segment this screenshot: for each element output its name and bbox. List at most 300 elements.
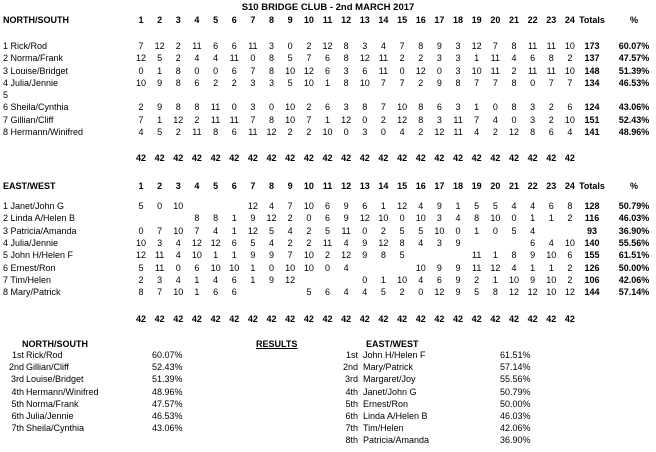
pair-name: John H/Helen F: [363, 350, 426, 360]
pair-percent: 50.79%: [618, 201, 650, 211]
board-score: 0: [511, 114, 517, 125]
board-score: 10: [303, 250, 314, 261]
board-score: 3: [455, 102, 461, 113]
place: 7th: [11, 423, 24, 434]
board-score: 4: [175, 250, 181, 261]
board-score: 10: [490, 213, 501, 224]
board-score: 8: [343, 53, 349, 64]
board-score: 5: [492, 201, 498, 211]
pair-row: [0, 89, 656, 101]
board-score: 11: [248, 41, 258, 51]
board-score: 0: [492, 102, 498, 113]
board-score: 1: [213, 250, 219, 261]
board-score: 8: [511, 77, 517, 88]
percent-header: %: [629, 15, 638, 25]
board-score: 12: [397, 114, 408, 125]
pair-percent: 50.79%: [500, 386, 531, 397]
board-score: 0: [231, 102, 237, 113]
board-score: 4: [418, 237, 424, 248]
board-score: 0: [418, 287, 424, 298]
ew-header-row: [0, 180, 656, 192]
results-ns-entry: [0, 411, 320, 422]
pair-name: 7 Tim/Helen: [3, 274, 52, 285]
pair-name: Rick/Rod: [26, 350, 63, 360]
results-ns-entry: [0, 387, 320, 398]
board-number: 7: [250, 15, 256, 25]
board-number: 1: [138, 15, 144, 25]
board-score: 2: [418, 77, 424, 88]
board-score: 10: [229, 262, 240, 273]
results-ns-entry: [0, 399, 320, 410]
board-score: 12: [397, 201, 408, 211]
board-score: 6: [567, 250, 573, 261]
board-score: 8: [548, 53, 554, 64]
board-score: 3: [455, 53, 461, 64]
column-sum: 42: [546, 314, 557, 324]
place: 1st: [11, 350, 24, 360]
board-score: 7: [250, 65, 256, 76]
pair-name: Patricia/Amanda: [363, 435, 430, 446]
pair-row: [0, 249, 656, 261]
board-score: 8: [138, 287, 144, 298]
board-score: 2: [175, 41, 181, 51]
board-score: 11: [453, 114, 463, 125]
board-score: 4: [343, 287, 349, 298]
board-score: 7: [474, 114, 480, 125]
board-score: 7: [492, 41, 498, 51]
board-score: 3: [362, 41, 368, 51]
board-score: 12: [527, 287, 538, 298]
board-score: 4: [175, 237, 181, 248]
board-score: 1: [530, 262, 536, 273]
board-score: 1: [380, 201, 386, 211]
column-sum: 42: [397, 314, 408, 324]
pair-name: 2 Linda A/Helen B: [3, 213, 76, 224]
board-score: 8: [269, 53, 275, 64]
board-score: 2: [231, 77, 237, 88]
board-score: 1: [157, 65, 163, 76]
board-score: 2: [213, 77, 219, 88]
column-sum: 42: [341, 314, 352, 324]
column-sum: 42: [434, 153, 445, 163]
pair-percent: 48.96%: [618, 126, 650, 137]
board-score: 10: [564, 114, 575, 125]
board-score: 2: [287, 237, 293, 248]
board-score: 0: [213, 65, 219, 76]
board-score: 8: [530, 126, 536, 137]
board-score: 2: [474, 274, 480, 285]
board-number: 10: [303, 181, 314, 191]
column-sum: 42: [191, 153, 202, 163]
board-score: 11: [192, 126, 202, 137]
pair-percent: 60.07%: [152, 350, 183, 360]
board-score: 12: [359, 213, 370, 224]
board-number: 15: [397, 181, 408, 191]
board-score: 1: [324, 77, 330, 88]
board-score: 4: [138, 126, 144, 137]
pair-name: 7 Gillian/Cliff: [3, 114, 54, 125]
board-score: 9: [455, 274, 461, 285]
pair-row: [0, 286, 656, 298]
board-score: 6: [436, 102, 442, 113]
pair-row: [0, 101, 656, 113]
board-number: 12: [341, 181, 352, 191]
board-score: 9: [250, 250, 256, 261]
pair-name: 3 Patricia/Amanda: [3, 225, 77, 236]
board-score: 2: [287, 126, 293, 137]
pair-total: 155: [584, 250, 600, 261]
board-score: 5: [380, 287, 386, 298]
column-sum: 42: [173, 314, 184, 324]
column-sum: 42: [359, 314, 370, 324]
pair-row: [0, 40, 656, 52]
board-score: 3: [436, 237, 442, 248]
results-ns-entry: [0, 423, 320, 434]
board-score: 10: [471, 65, 482, 76]
results-ew-entry: [330, 435, 650, 446]
pair-total: 106: [584, 274, 600, 285]
results-ew-entry: [330, 387, 650, 398]
board-score: 0: [194, 65, 200, 76]
pair-percent: 51.39%: [618, 65, 650, 76]
place: 3rd: [10, 374, 24, 385]
board-score: 12: [434, 287, 445, 298]
board-score: 5: [287, 77, 293, 88]
board-score: 2: [194, 114, 200, 125]
column-sum: 42: [546, 153, 557, 163]
column-sum: 42: [154, 153, 165, 163]
board-score: 1: [157, 114, 163, 125]
board-score: 0: [399, 65, 405, 76]
pair-total: 124: [584, 102, 600, 113]
pair-name: 3 Louise/Bridget: [3, 65, 69, 76]
pair-row: [0, 52, 656, 64]
column-sum: 42: [508, 314, 519, 324]
board-score: 11: [154, 250, 165, 261]
column-sum: 42: [415, 314, 426, 324]
board-score: 1: [231, 225, 237, 236]
board-score: 11: [378, 53, 389, 64]
board-score: 0: [138, 65, 144, 76]
column-sum: 42: [266, 314, 277, 324]
results-heading: RESULTS: [256, 339, 298, 349]
board-score: 3: [436, 114, 442, 125]
board-score: 2: [548, 102, 554, 113]
board-score: 9: [250, 213, 256, 224]
board-score: 1: [474, 225, 480, 236]
board-score: 0: [138, 225, 144, 236]
board-score: 11: [378, 65, 389, 76]
board-score: 11: [154, 262, 165, 273]
pair-name: 5: [3, 90, 9, 100]
results-ew-entry: [330, 374, 650, 385]
board-score: 9: [362, 250, 368, 261]
page-title: S10 BRIDGE CLUB - 2nd MARCH 2017: [241, 2, 415, 13]
board-number: 18: [453, 15, 464, 25]
board-score: 2: [567, 274, 573, 285]
board-score: 4: [530, 201, 536, 211]
pair-name: Julia/Jennie: [26, 411, 74, 421]
board-score: 8: [194, 102, 200, 113]
board-score: 6: [231, 287, 237, 298]
board-score: 12: [434, 126, 445, 137]
board-score: 0: [287, 41, 293, 51]
board-number: 11: [322, 15, 333, 25]
board-score: 7: [567, 77, 573, 88]
board-score: 10: [434, 225, 445, 236]
board-score: 8: [418, 102, 424, 113]
board-score: 6: [324, 53, 330, 64]
board-score: 8: [567, 201, 573, 211]
column-sum: 42: [471, 314, 482, 324]
pair-percent: 55.56%: [500, 374, 531, 385]
pair-name: 8 Hermann/Winifred: [3, 126, 84, 137]
board-score: 3: [157, 274, 163, 285]
board-score: 1: [548, 213, 554, 224]
board-number: 12: [341, 15, 352, 25]
board-score: 7: [138, 41, 144, 51]
board-number: 4: [194, 181, 200, 191]
board-score: 9: [343, 213, 349, 224]
board-score: 4: [455, 213, 461, 224]
board-score: 6: [548, 201, 554, 211]
board-number: 22: [527, 15, 538, 25]
pair-name: Sheila/Cynthia: [26, 423, 85, 434]
pair-name: 6 Sheila/Cynthia: [3, 102, 69, 113]
board-score: 1: [324, 114, 330, 125]
board-score: 0: [306, 213, 312, 224]
pair-name: 1 Janet/John G: [3, 201, 65, 211]
board-score: 1: [474, 102, 480, 113]
pair-percent: 46.03%: [618, 213, 650, 224]
board-score: 0: [436, 65, 442, 76]
board-score: 8: [175, 77, 181, 88]
pair-row: [0, 262, 656, 274]
pair-name: 6 Ernest/Ron: [3, 262, 56, 273]
board-score: 12: [247, 225, 258, 236]
pair-row: [0, 200, 656, 212]
board-number: 21: [508, 15, 519, 25]
board-score: 5: [474, 201, 480, 211]
pair-total: 128: [584, 201, 600, 211]
results-ew-heading: EAST/WEST: [366, 339, 419, 349]
board-score: 0: [492, 225, 498, 236]
pair-row: [0, 77, 656, 89]
column-sum: 42: [508, 153, 519, 163]
board-number: 5: [213, 181, 219, 191]
pair-row: [0, 65, 656, 77]
totals-header: Totals: [579, 15, 605, 25]
board-score: 4: [343, 262, 349, 273]
pair-name: 1 Rick/Rod: [3, 41, 48, 51]
board-score: 11: [490, 65, 501, 76]
board-score: 10: [285, 114, 296, 125]
board-score: 0: [343, 126, 349, 137]
column-sum: 42: [415, 153, 426, 163]
board-score: 9: [362, 237, 368, 248]
pair-name: Gillian/Cliff: [26, 362, 69, 373]
board-score: 3: [343, 65, 349, 76]
board-score: 4: [511, 53, 517, 64]
board-score: 3: [455, 65, 461, 76]
board-score: 11: [453, 126, 463, 137]
board-score: 4: [194, 53, 200, 64]
pair-row: [0, 126, 656, 138]
board-score: 3: [157, 237, 163, 248]
board-score: 12: [471, 41, 482, 51]
board-score: 10: [285, 102, 296, 113]
board-score: 6: [213, 287, 219, 298]
pair-percent: 43.06%: [618, 102, 650, 113]
pair-row: [0, 225, 656, 237]
board-score: 2: [567, 53, 573, 64]
board-score: 9: [157, 77, 163, 88]
section-heading: NORTH/SOUTH: [3, 15, 69, 25]
pair-name: Tim/Helen: [363, 423, 404, 434]
board-number: 24: [564, 15, 575, 25]
column-sum: 42: [266, 153, 277, 163]
pair-total: 151: [584, 114, 600, 125]
column-sum: 42: [471, 153, 482, 163]
board-score: 9: [455, 262, 461, 273]
board-score: 7: [548, 77, 554, 88]
board-score: 3: [436, 53, 442, 64]
pair-total: 140: [584, 237, 600, 248]
board-score: 6: [324, 287, 330, 298]
board-number: 20: [490, 181, 501, 191]
pair-row: [0, 114, 656, 126]
board-score: 4: [511, 201, 517, 211]
place: 6th: [11, 411, 24, 421]
board-score: 9: [269, 250, 275, 261]
section-heading: EAST/WEST: [3, 181, 56, 191]
board-score: 5: [287, 53, 293, 64]
results-ew-entry: [330, 411, 650, 422]
board-score: 10: [173, 201, 184, 211]
place: 7th: [345, 423, 358, 434]
pair-total: 173: [584, 41, 600, 51]
board-score: 11: [210, 102, 221, 113]
board-score: 5: [306, 287, 312, 298]
place: 3rd: [344, 374, 358, 385]
board-score: 5: [474, 287, 480, 298]
column-sum: 42: [135, 153, 146, 163]
pair-name: Margaret/Joy: [363, 374, 416, 385]
pair-percent: 52.43%: [618, 114, 650, 125]
board-score: 8: [492, 287, 498, 298]
board-score: 7: [306, 53, 312, 64]
pair-percent: 43.06%: [152, 423, 183, 434]
board-score: 8: [455, 77, 461, 88]
pair-total: 93: [586, 225, 597, 236]
board-score: 11: [229, 53, 239, 64]
board-score: 11: [229, 114, 239, 125]
board-number: 17: [434, 15, 445, 25]
column-sum: 42: [173, 153, 184, 163]
board-number: 2: [157, 181, 163, 191]
board-score: 12: [210, 237, 221, 248]
board-score: 11: [341, 225, 351, 236]
board-score: 7: [287, 201, 293, 211]
board-score: 9: [436, 201, 442, 211]
board-score: 1: [194, 287, 200, 298]
pair-name: 5 John H/Helen F: [3, 250, 74, 261]
board-score: 12: [359, 53, 370, 64]
board-score: 6: [362, 65, 368, 76]
board-score: 7: [399, 77, 405, 88]
board-score: 11: [192, 41, 202, 51]
pair-percent: 57.14%: [618, 287, 650, 298]
board-number: 8: [269, 15, 275, 25]
pair-percent: 36.90%: [500, 435, 531, 446]
results-ew-entry: [330, 350, 650, 361]
board-score: 10: [397, 274, 408, 285]
board-score: 2: [138, 274, 144, 285]
board-score: 2: [511, 65, 517, 76]
board-score: 10: [303, 201, 314, 211]
board-score: 8: [269, 65, 275, 76]
board-score: 10: [546, 274, 557, 285]
board-number: 5: [213, 15, 219, 25]
board-score: 6: [194, 77, 200, 88]
board-score: 2: [567, 262, 573, 273]
board-score: 4: [474, 126, 480, 137]
results-ew-entry: [330, 423, 650, 434]
board-score: 6: [436, 274, 442, 285]
pair-percent: 48.96%: [152, 386, 183, 397]
board-score: 11: [546, 41, 556, 51]
board-score: 1: [474, 53, 480, 64]
board-score: 6: [231, 65, 237, 76]
pair-total: 116: [584, 213, 600, 224]
column-sum: 42: [490, 153, 501, 163]
board-score: 1: [530, 213, 536, 224]
board-number: 1: [138, 181, 144, 191]
place: 2nd: [8, 362, 24, 373]
board-score: 7: [250, 114, 256, 125]
pair-percent: 46.03%: [500, 411, 531, 421]
board-number: 13: [359, 15, 370, 25]
pair-percent: 42.06%: [500, 423, 531, 434]
board-score: 2: [492, 126, 498, 137]
board-score: 9: [436, 262, 442, 273]
pair-percent: 52.43%: [152, 362, 183, 373]
board-number: 24: [564, 181, 575, 191]
board-score: 12: [135, 53, 146, 64]
pair-name: 4 Julia/Jennie: [3, 237, 59, 248]
board-score: 10: [191, 250, 202, 261]
results-ns-entry: [0, 362, 320, 373]
board-score: 3: [269, 77, 275, 88]
board-score: 8: [511, 250, 517, 261]
board-score: 0: [362, 114, 368, 125]
board-score: 10: [564, 41, 575, 51]
board-score: 0: [362, 274, 368, 285]
pair-name: 4 Julia/Jennie: [3, 77, 59, 88]
results-ns-heading: NORTH/SOUTH: [22, 339, 88, 349]
board-score: 2: [138, 102, 144, 113]
board-score: 10: [359, 77, 370, 88]
board-score: 2: [175, 53, 181, 64]
board-score: 3: [269, 41, 275, 51]
board-number: 3: [175, 15, 181, 25]
results-ew-entry: [330, 399, 650, 410]
board-score: 8: [175, 65, 181, 76]
board-score: 4: [343, 237, 349, 248]
column-sum: 42: [229, 153, 240, 163]
column-sum: 42: [247, 153, 258, 163]
board-score: 3: [343, 102, 349, 113]
